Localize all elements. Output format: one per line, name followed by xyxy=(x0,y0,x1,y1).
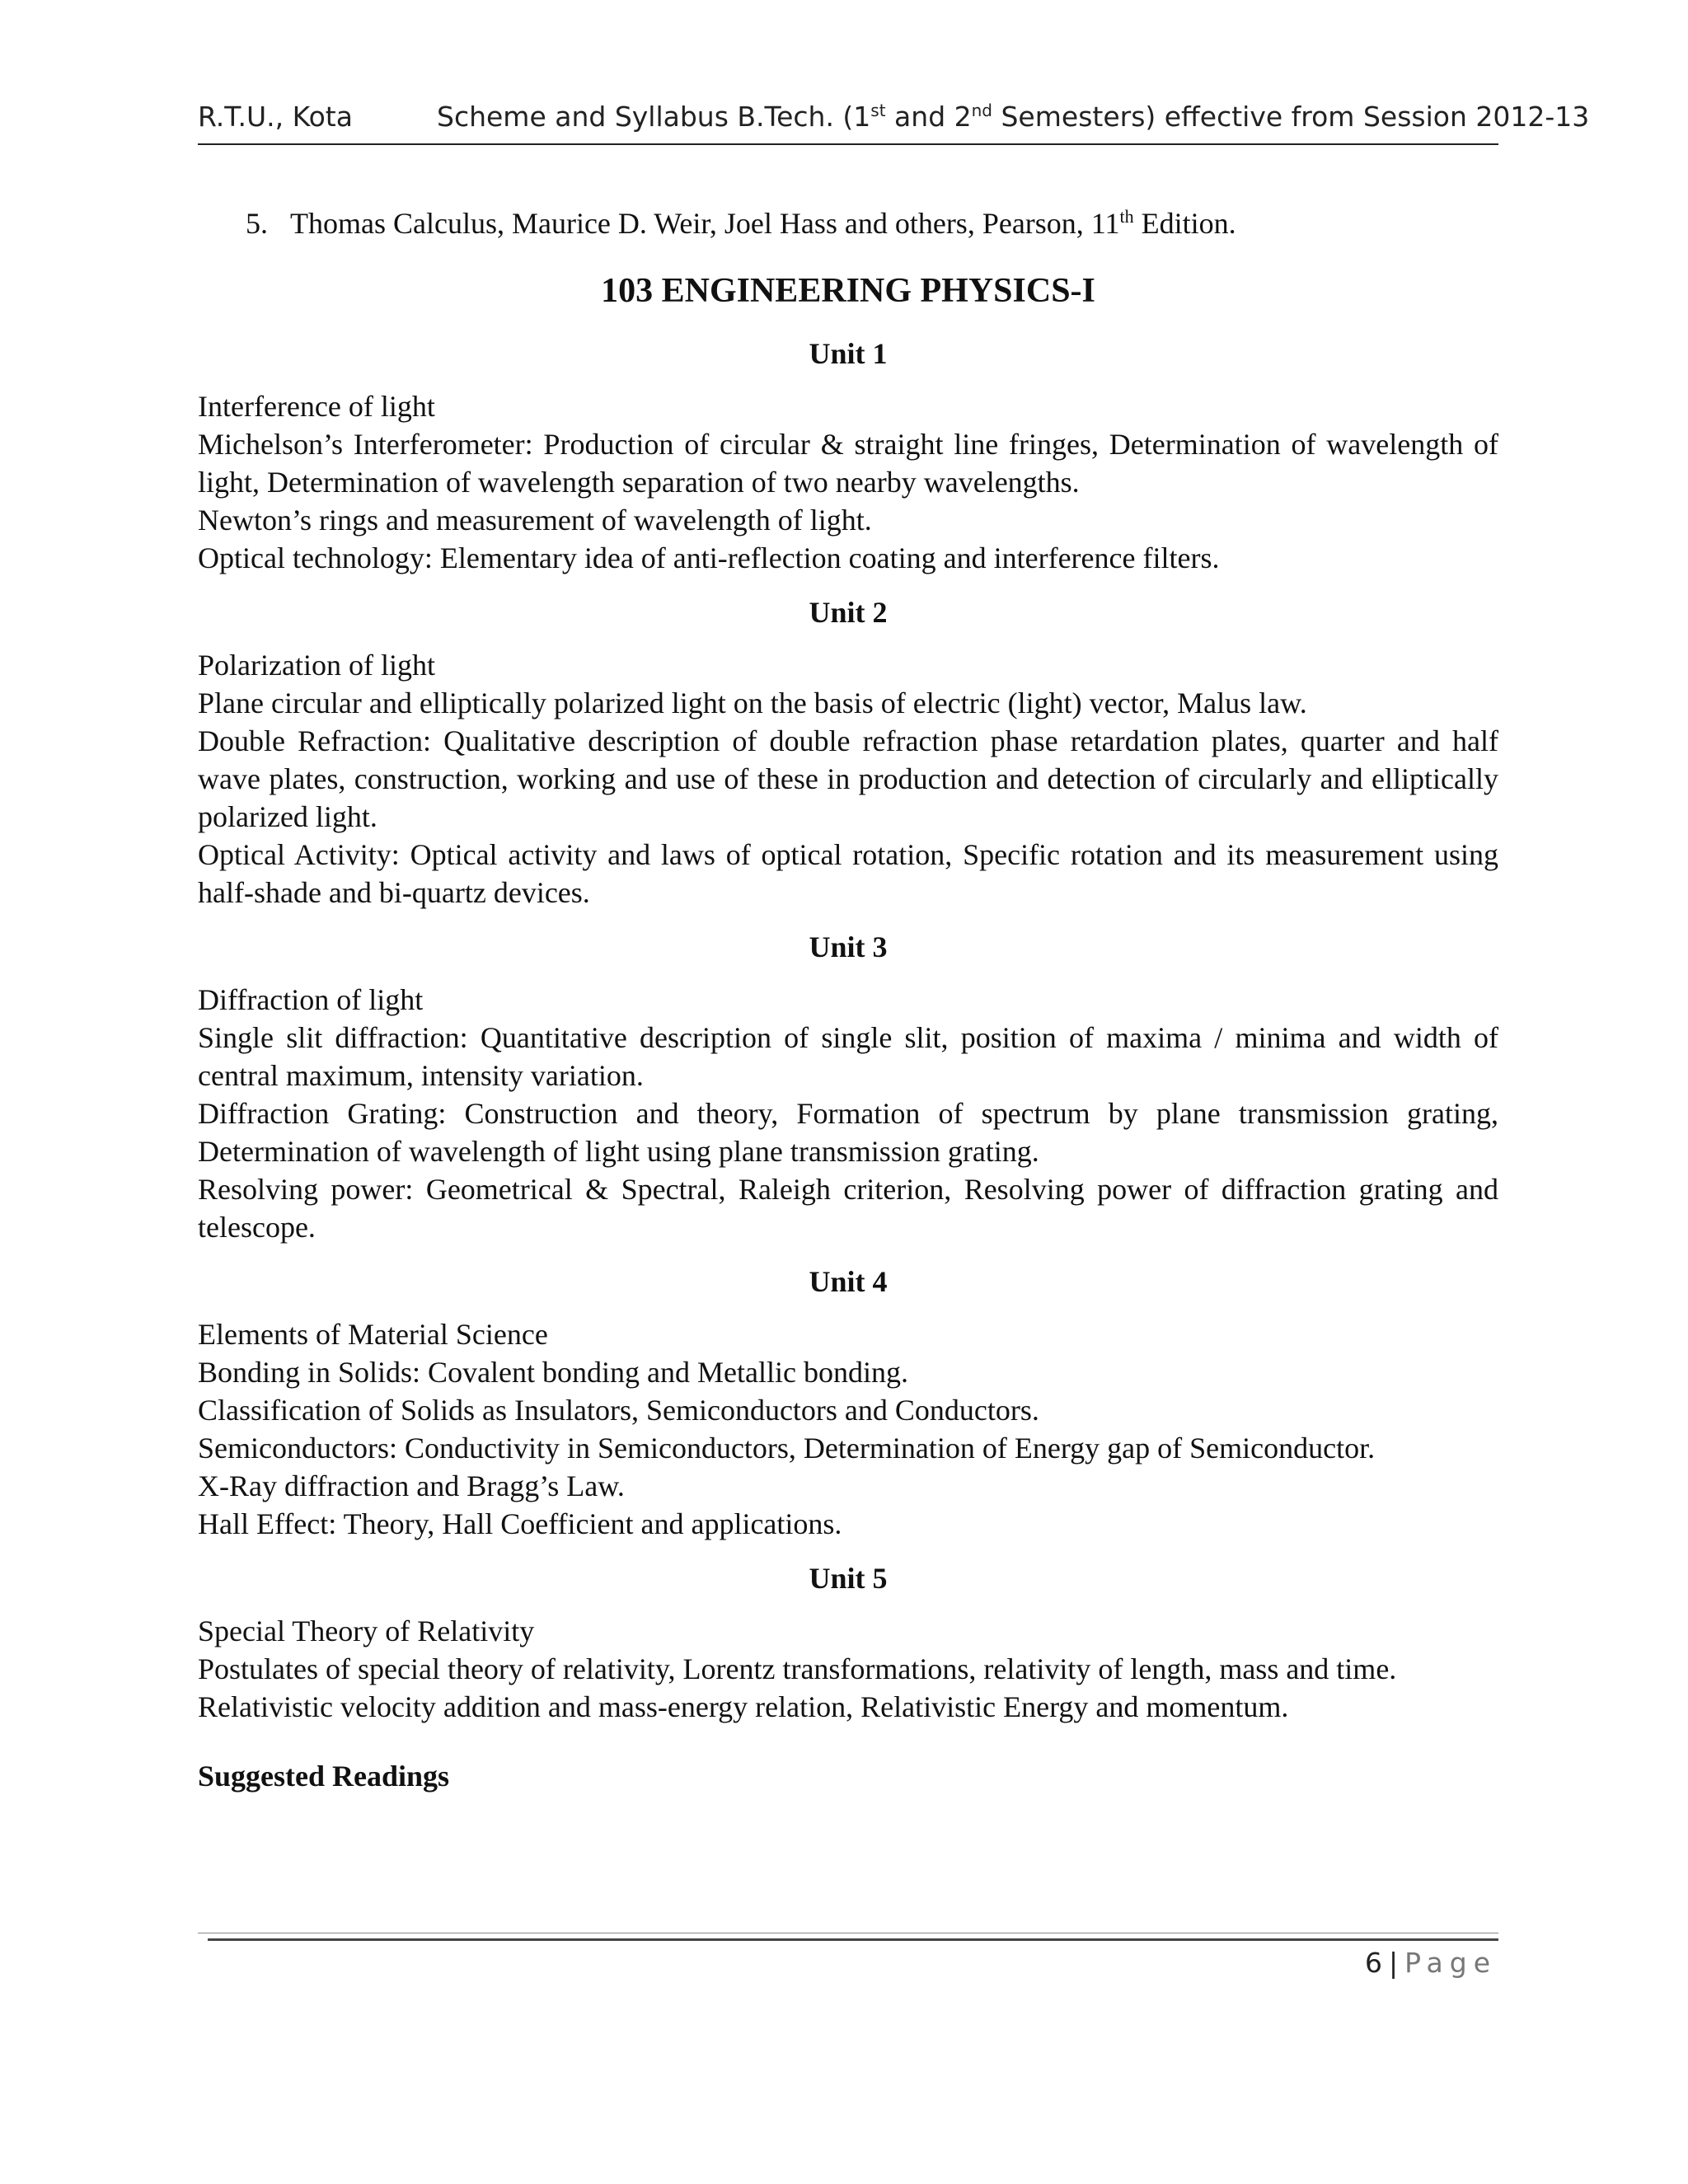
unit-line: Michelson’s Interferometer: Production of circular & straight line fringes, Determination of wavelength of light, Determination of wavelength separation of two nearby wavelengths. xyxy=(198,428,1498,499)
suggested-readings-heading: Suggested Readings xyxy=(198,1760,450,1793)
unit-line: Diffraction Grating: Construction and theory, Formation of spectrum by plane transmission grating, Determination of wavelength of light using plane transmission grating. xyxy=(198,1097,1498,1168)
reference-item: 5. Thomas Calculus, Maurice D. Weir, Joel Hass and others, Pearson, 11th Edition. xyxy=(246,206,1236,240)
unit-line: Classification of Solids as Insulators, Semiconductors and Conductors. xyxy=(198,1394,1039,1427)
page-body xyxy=(198,198,1498,1795)
unit-line: X-Ray diffraction and Bragg’s Law. xyxy=(198,1469,625,1502)
unit-line: Polarization of light xyxy=(198,649,435,682)
unit-line: Optical Activity: Optical activity and laws of optical rotation, Specific rotation and its measurement using half-shade and bi-quartz devices. xyxy=(198,838,1498,909)
unit-line: Postulates of special theory of relativity, Lorentz transformations, relativity of length, mass and time. xyxy=(198,1652,1397,1685)
header-institution: R.T.U., Kota xyxy=(198,101,353,133)
unit-heading: Unit 1 xyxy=(809,337,888,370)
unit-line: Special Theory of Relativity xyxy=(198,1615,535,1647)
unit-line: Semiconductors: Conductivity in Semiconductors, Determination of Energy gap of Semiconductor. xyxy=(198,1432,1376,1465)
unit-heading: Unit 4 xyxy=(809,1265,888,1298)
unit-heading: Unit 5 xyxy=(809,1562,888,1595)
unit-line: Double Refraction: Qualitative description of double refraction phase retardation plates, quarter and half wave plates, construction, working and use of these in production and detection of circularly and elliptically polarized light. xyxy=(198,724,1498,833)
header-title: Scheme and Syllabus B.Tech. (1st and 2nd Semesters) effective from Session 2012-13 xyxy=(437,101,1590,133)
unit-line: Interference of light xyxy=(198,390,435,423)
unit-line: Optical technology: Elementary idea of anti-reflection coating and interference filters. xyxy=(198,541,1220,574)
unit-line: Single slit diffraction: Quantitative description of single slit, position of maxima / minima and width of central maximum, intensity variation. xyxy=(198,1021,1498,1092)
unit-heading: Unit 3 xyxy=(809,930,888,963)
footer-separator: | xyxy=(1388,1947,1399,1979)
unit-heading: Unit 2 xyxy=(809,596,888,629)
course-title: 103 ENGINEERING PHYSICS-I xyxy=(601,272,1095,310)
unit-line: Relativistic velocity addition and mass-energy relation, Relativistic Energy and momentum. xyxy=(198,1690,1289,1723)
unit-line: Diffraction of light xyxy=(198,983,424,1016)
page-header xyxy=(198,97,1590,145)
page-label: Page xyxy=(1404,1947,1497,1979)
unit-line: Elements of Material Science xyxy=(198,1318,548,1351)
unit-line: Plane circular and elliptically polarized light on the basis of electric (light) vector, Malus law. xyxy=(198,687,1307,719)
page-number: 6 xyxy=(1364,1947,1382,1979)
unit-line: Resolving power: Geometrical & Spectral, Raleigh criterion, Resolving power of diffraction grating and telescope. xyxy=(198,1173,1498,1244)
page-footer xyxy=(1365,1947,1497,1979)
unit-line: Bonding in Solids: Covalent bonding and Metallic bonding. xyxy=(198,1356,908,1389)
reference-number: 5. xyxy=(246,207,268,240)
footer-rule xyxy=(208,1938,1498,1941)
unit-line: Hall Effect: Theory, Hall Coefficient and applications. xyxy=(198,1507,842,1540)
unit-line: Newton’s rings and measurement of wavelength of light. xyxy=(198,504,872,537)
